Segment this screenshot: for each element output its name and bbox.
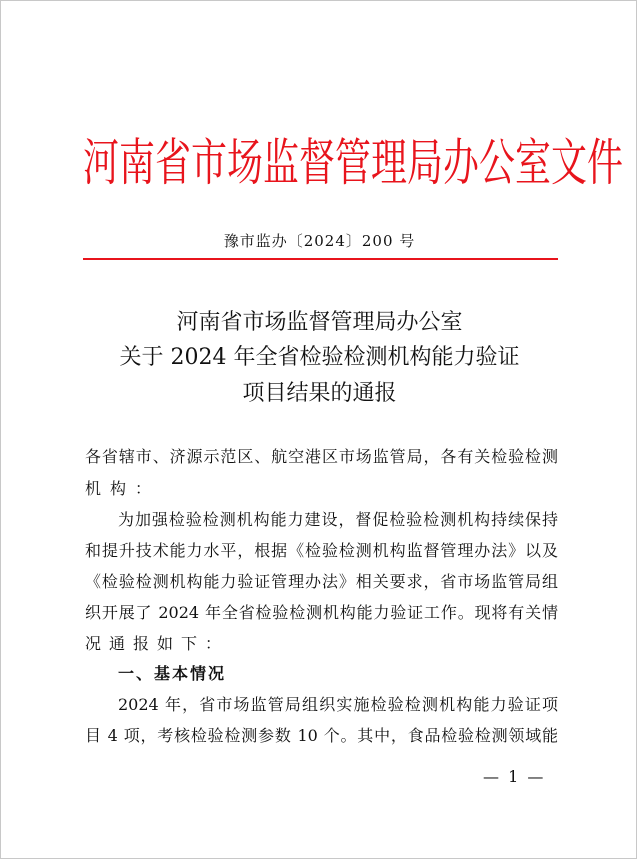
paragraph-line: 《检验检测机构能力验证管理办法》相关要求，省市场监管局组 — [85, 572, 558, 591]
addressee-line: 机构： — [85, 479, 161, 498]
paragraph-line: 和提升技术能力水平，根据《检验检测机构监督管理办法》以及 — [85, 541, 558, 560]
document-number: 豫市监办〔2024〕200 号 — [223, 232, 416, 250]
title-line: 河南省市场监督管理局办公室 — [176, 310, 463, 335]
paragraph-line: 目 4 项，考核检验检测参数 10 个。其中，食品检验检测领域能 — [85, 726, 558, 745]
paragraph-line: 为加强检验检测机构能力建设，督促检验检测机构持续保持 — [118, 510, 558, 529]
paragraph-line: 织开展了 2024 年全省检验检测机构能力验证工作。现将有关情 — [85, 603, 558, 622]
section-heading: 一、基本情况 — [118, 664, 227, 683]
paragraph-line: 况通报如下： — [85, 634, 230, 653]
title-line: 项目结果的通报 — [242, 381, 397, 406]
title-line: 关于 2024 年全省检验检测机构能力验证 — [119, 345, 520, 370]
paragraph-line: 2024 年，省市场监管局组织实施检验检测机构能力验证项 — [118, 695, 558, 714]
addressee-line: 各省辖市、济源示范区、航空港区市场监管局，各有关检验检测 — [85, 447, 558, 466]
page-number: — 1 — — [483, 767, 546, 786]
issuer-header: 河南省市场监督管理局办公室文件 — [83, 135, 624, 191]
red-divider — [83, 258, 558, 260]
